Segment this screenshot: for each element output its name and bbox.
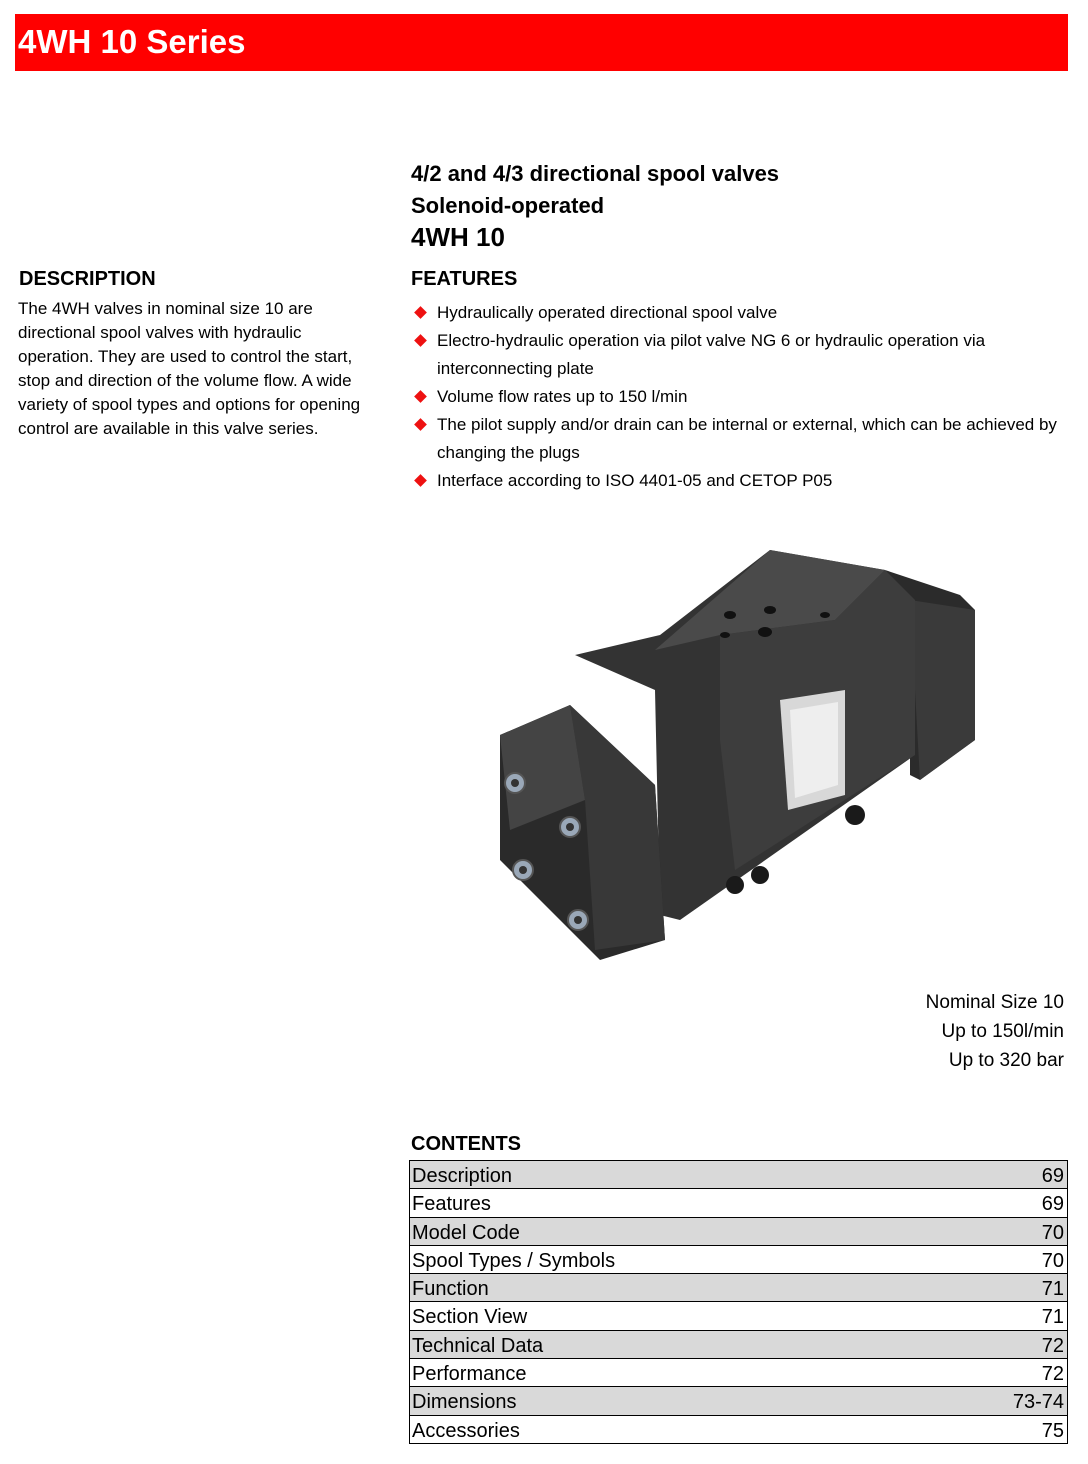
diamond-bullet-icon [414, 306, 427, 319]
toc-label: Function [412, 1278, 489, 1301]
spec-nominal-size: Nominal Size 10 [925, 992, 1064, 1013]
feature-text: Hydraulically operated directional spool valve [437, 303, 778, 322]
toc-page: 72 [1041, 1334, 1064, 1357]
toc-label: Section View [412, 1306, 528, 1329]
toc-page: 70 [1041, 1249, 1064, 1272]
diamond-bullet-icon [414, 474, 427, 487]
toc-label: Description [412, 1165, 513, 1187]
feature-item [411, 411, 1071, 467]
toc-label: Spool Types / Symbols [412, 1249, 616, 1272]
toc-label: Technical Data [412, 1334, 544, 1357]
description-text: The 4WH valves in nominal size 10 are directional spool valves with hydraulic operation. They are used to control the start, stop and direction of the volume flow. A wide variety of spool types and options for opening control are available in this valve series. [18, 299, 361, 438]
feature-text: The pilot supply and/or drain can be internal or external, which can be achieved by changing the plugs [437, 415, 1057, 462]
toc-label: Dimensions [412, 1391, 517, 1414]
table-row[interactable] [409, 1387, 1068, 1415]
feature-item [411, 327, 1071, 383]
table-row[interactable] [409, 1161, 1068, 1189]
page-title: 4WH 10 Series [18, 23, 246, 60]
toc-page: 73-74 [1012, 1391, 1064, 1414]
feature-text: Volume flow rates up to 150 l/min [437, 387, 688, 406]
header-banner [15, 14, 1068, 71]
table-row[interactable] [409, 1359, 1068, 1387]
feature-item [411, 467, 1071, 495]
table-row[interactable] [409, 1246, 1068, 1274]
diamond-bullet-icon [414, 418, 427, 431]
table-row[interactable] [409, 1416, 1068, 1444]
table-row[interactable] [409, 1189, 1068, 1217]
diamond-bullet-icon [414, 334, 427, 347]
table-row[interactable] [409, 1302, 1068, 1330]
toc-label: Model Code [412, 1221, 520, 1244]
feature-text: Interface according to ISO 4401-05 and CETOP P05 [437, 471, 833, 490]
toc-page: 70 [1041, 1221, 1064, 1244]
features-heading: FEATURES [411, 268, 518, 290]
features-list [411, 299, 1071, 495]
toc-label: Accessories [412, 1419, 520, 1442]
toc-page: 71 [1041, 1306, 1064, 1329]
diamond-bullet-icon [414, 390, 427, 403]
contents-heading: CONTENTS [411, 1133, 521, 1155]
valve-product-image [490, 540, 990, 970]
toc-page: 71 [1041, 1278, 1064, 1301]
subtitle-line-2: Solenoid-operated [411, 193, 605, 218]
table-row[interactable] [409, 1218, 1068, 1246]
feature-text: Electro-hydraulic operation via pilot valve NG 6 or hydraulic operation via interconnecting plate [437, 331, 986, 378]
toc-label: Performance [412, 1363, 527, 1386]
subtitle-model: 4WH 10 [411, 222, 505, 252]
toc-page: 69 [1041, 1165, 1064, 1187]
feature-item [411, 299, 1071, 327]
contents-table [409, 1160, 1068, 1444]
table-row[interactable] [409, 1274, 1068, 1302]
subtitle-line-1: 4/2 and 4/3 directional spool valves [411, 161, 780, 186]
spec-pressure: Up to 320 bar [948, 1050, 1064, 1071]
spec-flow: Up to 150l/min [941, 1021, 1064, 1042]
table-row[interactable] [409, 1331, 1068, 1359]
description-heading: DESCRIPTION [19, 268, 156, 290]
toc-page: 69 [1041, 1193, 1064, 1216]
toc-page: 75 [1041, 1419, 1064, 1442]
toc-label: Features [412, 1193, 491, 1216]
feature-item [411, 383, 1071, 411]
toc-page: 72 [1041, 1363, 1064, 1386]
